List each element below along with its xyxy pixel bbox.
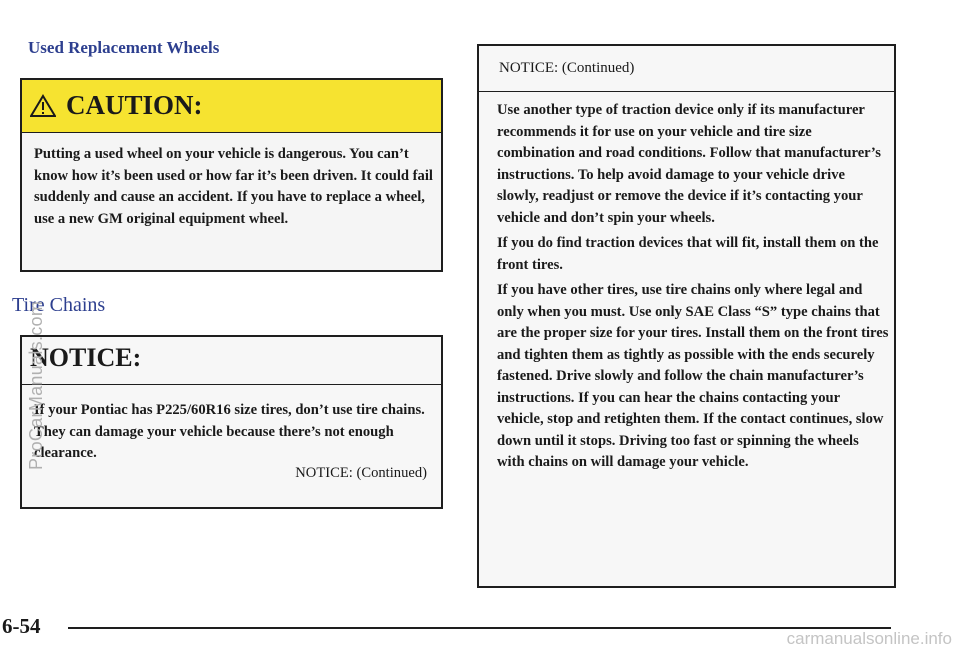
notice-paragraph: If you do find traction devices that will fit, install them on the front tires. [497,235,879,273]
bottom-watermark: carmanualsonline.info [786,629,952,648]
side-watermark: ProCarManuals.com [26,300,46,470]
notice-paragraph: Use another type of traction device only if its manufacturer recommends it for use on your vehicle and tire size combination and road conditions. Follow that manufacturer’s instructions. To help avoid damage to your vehicle drive slowly, readjust or remove the device if it’s contacting your vehicle and don’t spin your wheels. [497,102,881,226]
notice-heading: NOTICE: [30,343,142,372]
caution-heading-row [30,90,203,121]
caution-box [20,78,443,272]
section-title: Used Replacement Wheels [28,38,220,57]
caution-text: Putting a used wheel on your vehicle is dangerous. You can’t know how it’s been used or how far it’s been driven. It could fail suddenly and cause an accident. If you have to replace a wheel, use a new GM original equipment wheel. [34,146,433,227]
caution-heading: CAUTION: [66,90,203,120]
footer-rule [68,627,891,629]
notice-paragraph: If you have other tires, use tire chains only where legal and only when you must. Use only SAE Class “S” type chains that are the proper size for your tires. Install them on the front tires and tighten them as tightly as possible with the ends securely fastened. Drive slowly and follow the chain manufacturer’s instructions. If you can hear the chains contacting your vehicle, stop and retighten them. If the contact continues, slow down until it stops. Driving too fast or spinning the wheels with chains on will damage your vehicle. [497,282,889,470]
page-number: 6-54 [2,614,41,638]
notice-continued-label: NOTICE: (Continued) [295,465,427,481]
notice-text [34,400,434,465]
notice-continued-text [497,100,889,478]
notice-continued-box [477,44,896,588]
warning-triangle-icon [30,94,56,118]
tire-chains-title: Tire Chains [12,294,106,316]
notice-box [20,335,443,509]
notice-continued-header: NOTICE: (Continued) [499,60,635,76]
notice-text-content: If your Pontiac has P225/60R16 size tires, don’t use tire chains. They can damage your vehicle because there’s not enough clearance. [34,402,425,462]
notice-divider [22,384,441,385]
notice-continued-divider [479,91,894,92]
